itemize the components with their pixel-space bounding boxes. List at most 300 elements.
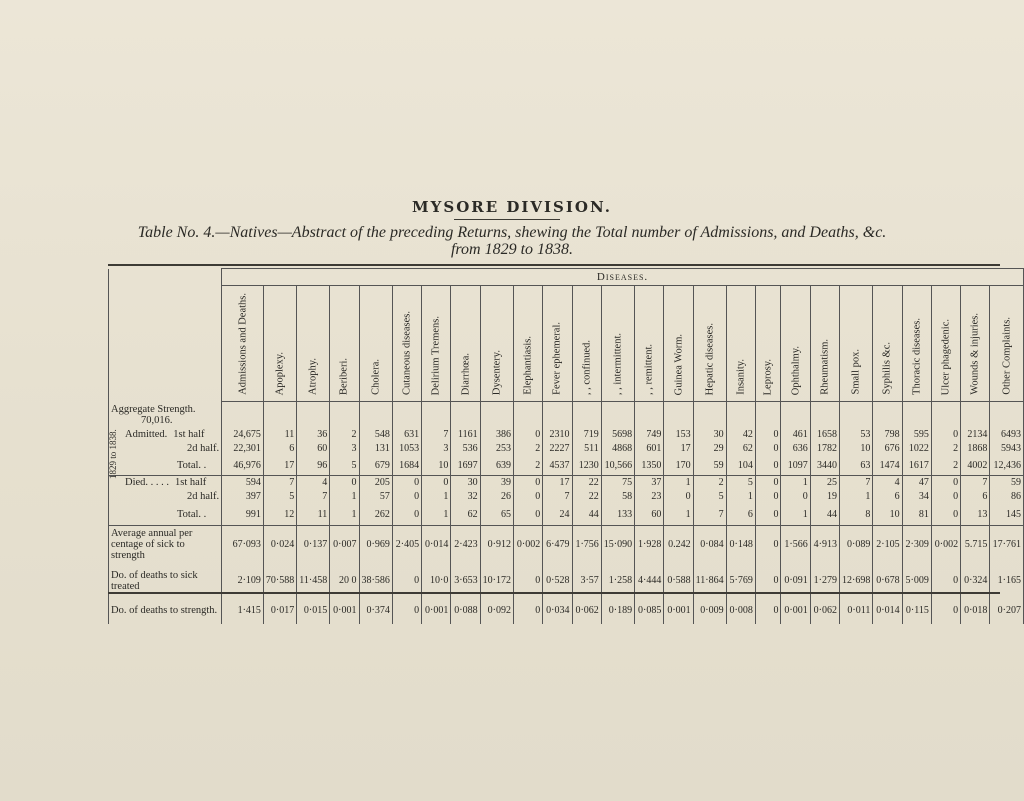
table-cell: 1230 (572, 456, 601, 476)
table-cell: 7 (543, 490, 572, 504)
table-cell: 511 (572, 442, 601, 456)
table-cell: 57 (359, 490, 392, 504)
column-header-label: Small pox. (850, 349, 862, 395)
table-cell: 96 (297, 456, 330, 476)
table-cell: 4002 (961, 456, 990, 476)
table-cell: 6 (263, 442, 296, 456)
table-cell: 12·698 (840, 564, 873, 598)
table-cell: 3440 (810, 456, 839, 476)
table-cell: 63 (840, 456, 873, 476)
table-cell: 1868 (961, 442, 990, 456)
died-first-half-row (109, 476, 1024, 490)
table-cell: 594 (222, 476, 264, 490)
table-caption: Table No. 4.—Natives—Abstract of the preceding Returns, shewing the Total number of Admissions, and Deaths, &c. (137, 224, 887, 241)
row-label-text: Admitted. (125, 429, 168, 440)
empty-cell (961, 402, 990, 428)
column-header (601, 286, 634, 402)
table-cell: 133 (601, 504, 634, 526)
table-cell: 262 (359, 504, 392, 526)
table-cell: 2 (931, 442, 960, 456)
table-cell: 798 (873, 428, 902, 442)
table-cell: 1·258 (601, 564, 634, 598)
table-cell: 10·0 (422, 564, 451, 598)
table-cell: 1 (781, 504, 810, 526)
column-header (635, 286, 664, 402)
table-cell: 1·756 (572, 526, 601, 564)
table-cell: 631 (392, 428, 421, 442)
table-cell: 24 (543, 504, 572, 526)
table-cell: 1 (330, 504, 359, 526)
empty-cell (572, 402, 601, 428)
table-cell: 23 (635, 490, 664, 504)
column-header-label: Rheumatism. (819, 339, 831, 395)
admitted-second-half-row-label (109, 442, 222, 456)
table-cell: 25 (810, 476, 839, 490)
table-cell: 30 (451, 476, 480, 490)
empty-cell (601, 402, 634, 428)
table-cell: 10,566 (601, 456, 634, 476)
table-cell: 0 (755, 428, 781, 442)
table-cell: 17 (263, 456, 296, 476)
empty-cell (513, 402, 542, 428)
table-cell: 42 (726, 428, 755, 442)
row-label-text: Total. . (177, 459, 207, 471)
table-cell: 10 (840, 442, 873, 456)
table-cell: 5 (330, 456, 359, 476)
empty-cell (359, 402, 392, 428)
died-second-half-row (109, 490, 1024, 504)
table-cell: 3 (330, 442, 359, 456)
table-cell: 1022 (902, 442, 931, 456)
table-cell: 2 (693, 476, 726, 490)
table-cell: 145 (990, 504, 1024, 526)
table-cell: 536 (451, 442, 480, 456)
column-header (693, 286, 726, 402)
table-cell: 0·088 (451, 598, 480, 624)
table-cell: 0·092 (480, 598, 513, 624)
table-cell: 1 (664, 504, 693, 526)
table-cell: 2·309 (902, 526, 931, 564)
table-cell: 1 (330, 490, 359, 504)
table-cell: 2227 (543, 442, 572, 456)
table-cell: 1 (422, 504, 451, 526)
table-cell: 0 (513, 476, 542, 490)
table-cell: 1·566 (781, 526, 810, 564)
table-cell: 1 (664, 476, 693, 490)
table-cell: 0 (513, 490, 542, 504)
column-header-row (109, 286, 1024, 402)
empty-cell (781, 402, 810, 428)
table-cell: 20 0 (330, 564, 359, 598)
table-cell: 2·423 (451, 526, 480, 564)
table-cell: 0·207 (990, 598, 1024, 624)
table-cell: 10 (422, 456, 451, 476)
table-cell: 17 (543, 476, 572, 490)
empty-cell (543, 402, 572, 428)
table-cell: 81 (902, 504, 931, 526)
table-cell: 1697 (451, 456, 480, 476)
table-cell: 676 (873, 442, 902, 456)
table-cell: 0·014 (422, 526, 451, 564)
table-cell: 1782 (810, 442, 839, 456)
table-cell: 5 (263, 490, 296, 504)
table-cell: 37 (635, 476, 664, 490)
table-cell: 39 (480, 476, 513, 490)
table-cell: 1·928 (635, 526, 664, 564)
admitted-first-half-row-label (109, 428, 222, 442)
table-cell: 10·172 (480, 564, 513, 598)
empty-cell (263, 402, 296, 428)
column-header (781, 286, 810, 402)
row-label-text: Total. . (177, 508, 207, 520)
table-cell: 53 (840, 428, 873, 442)
column-header-label: , , confinued. (581, 339, 593, 395)
died-total-row-label (109, 504, 222, 526)
table-cell: 636 (781, 442, 810, 456)
table-cell: 0·374 (359, 598, 392, 624)
table-cell: 7 (961, 476, 990, 490)
table-cell: 3·57 (572, 564, 601, 598)
empty-cell (392, 402, 421, 428)
empty-cell (693, 402, 726, 428)
empty-cell (990, 402, 1024, 428)
table-cell: 17·761 (990, 526, 1024, 564)
column-header-label: Ulcer phagedenic. (940, 318, 952, 395)
table-cell: 679 (359, 456, 392, 476)
table-cell: 60 (297, 442, 330, 456)
column-header (810, 286, 839, 402)
column-header-label: Cholera. (370, 359, 382, 395)
table-cell: 0 (755, 598, 781, 624)
table-cell: 59 (693, 456, 726, 476)
table-cell: 1617 (902, 456, 931, 476)
table-cell: 1 (781, 476, 810, 490)
column-header (392, 286, 421, 402)
column-header-label: Thoracic diseases. (911, 318, 923, 395)
column-header (263, 286, 296, 402)
died-first-half-row-label (109, 476, 222, 490)
table-cell: 6·479 (543, 526, 572, 564)
table-cell: 0 (392, 476, 421, 490)
table-cell: 22,301 (222, 442, 264, 456)
column-header (451, 286, 480, 402)
table-cell: 0·002 (931, 526, 960, 564)
table-cell: 0·001 (422, 598, 451, 624)
empty-cell (330, 402, 359, 428)
table-cell: 58 (601, 490, 634, 504)
table-cell: 67·093 (222, 526, 264, 564)
table-cell: 1658 (810, 428, 839, 442)
average-sick-row (109, 526, 1024, 564)
table-cell: 0·008 (726, 598, 755, 624)
column-header-label: Fever ephemeral. (551, 322, 563, 395)
row-label-text: Died. . . . . (125, 477, 170, 489)
table-cell: 0 (931, 428, 960, 442)
abstract-table (108, 268, 1024, 624)
table-cell: 13 (961, 504, 990, 526)
table-cell: 7 (693, 504, 726, 526)
column-header (664, 286, 693, 402)
average-sick-row-label: Average annual per centage of sick to strength (109, 526, 222, 564)
column-header (990, 286, 1024, 402)
table-cell: 62 (451, 504, 480, 526)
table-cell: 4·444 (635, 564, 664, 598)
admitted-total-row-label (109, 456, 222, 476)
table-cell: 59 (990, 476, 1024, 490)
table-cell: 0·084 (693, 526, 726, 564)
table-cell: 0 (931, 598, 960, 624)
table-cell: 4 (297, 476, 330, 490)
strength-value: 70,016. (141, 414, 173, 426)
table-cell: 2·405 (392, 526, 421, 564)
table-cell: 7 (263, 476, 296, 490)
table-cell: 0·002 (513, 526, 542, 564)
row-label-text: 1st half (173, 429, 205, 440)
table-cell: 0·089 (840, 526, 873, 564)
table-cell: 6 (726, 504, 755, 526)
table-cell: 3 (422, 442, 451, 456)
table-cell: 2134 (961, 428, 990, 442)
row-label-text: 2d half. (187, 491, 220, 502)
empty-cell (451, 402, 480, 428)
table-cell: 104 (726, 456, 755, 476)
table-cell: 10 (873, 504, 902, 526)
period-side-label: 1829 to 1838. (108, 429, 118, 479)
table-cell: 1350 (635, 456, 664, 476)
table-cell: 5943 (990, 442, 1024, 456)
column-header-label: Elephantiasis. (522, 336, 534, 395)
table-cell: 4537 (543, 456, 572, 476)
table-cell: 5698 (601, 428, 634, 442)
table-cell: 0 (392, 598, 421, 624)
table-cell: 601 (635, 442, 664, 456)
table-cell: 397 (222, 490, 264, 504)
table-cell: 30 (693, 428, 726, 442)
table-cell: 0 (392, 490, 421, 504)
column-header-label: Other Complaints. (1001, 317, 1013, 395)
table-cell: 595 (902, 428, 931, 442)
column-header-label: Ophthalmy. (790, 345, 802, 395)
empty-cell (297, 402, 330, 428)
table-cell: 0 (513, 598, 542, 624)
table-cell: 0·024 (263, 526, 296, 564)
table-cell: 1·415 (222, 598, 264, 624)
table-cell: 36 (297, 428, 330, 442)
empty-cell (635, 402, 664, 428)
table-cell: 24,675 (222, 428, 264, 442)
table-cell: 44 (810, 504, 839, 526)
group-header-row (109, 269, 1024, 286)
died-second-half-row-label (109, 490, 222, 504)
table-cell: 0 (755, 564, 781, 598)
table-cell: 70·588 (263, 564, 296, 598)
table-cell: 205 (359, 476, 392, 490)
column-header (726, 286, 755, 402)
column-header (572, 286, 601, 402)
table-caption-years: from 1829 to 1838. (450, 241, 574, 258)
table-cell: 0·001 (330, 598, 359, 624)
table-cell: 65 (480, 504, 513, 526)
table-cell: 0·062 (572, 598, 601, 624)
table-cell: 1474 (873, 456, 902, 476)
table-cell: 0·588 (664, 564, 693, 598)
table-cell: 0 (931, 476, 960, 490)
table-cell: 0 (931, 564, 960, 598)
table-cell: 4 (873, 476, 902, 490)
empty-cell (222, 402, 264, 428)
column-header-label: Delirium Tremens. (430, 315, 442, 395)
empty-cell (931, 402, 960, 428)
table-cell: 60 (635, 504, 664, 526)
table-cell: 0 (755, 476, 781, 490)
empty-cell (422, 402, 451, 428)
table-cell: 749 (635, 428, 664, 442)
table-cell: 0 (755, 526, 781, 564)
table-cell: 0·148 (726, 526, 755, 564)
row-label-header (109, 269, 222, 402)
table-cell: 0.242 (664, 526, 693, 564)
strength-label (109, 402, 222, 428)
column-header-label: Leprosy. (762, 358, 774, 395)
table-cell: 461 (781, 428, 810, 442)
table-cell: 0·017 (263, 598, 296, 624)
table-cell: 6493 (990, 428, 1024, 442)
table-cell: 4·913 (810, 526, 839, 564)
table-cell: 0·115 (902, 598, 931, 624)
empty-cell (664, 402, 693, 428)
diseases-group-header: Diseases. (222, 269, 1024, 286)
column-header-label: Hepatic diseases. (704, 322, 716, 395)
row-label-text: 1st half (175, 477, 207, 489)
table-cell: 19 (810, 490, 839, 504)
empty-cell (873, 402, 902, 428)
table-cell: 11·864 (693, 564, 726, 598)
empty-cell (480, 402, 513, 428)
table-cell: 47 (902, 476, 931, 490)
column-header-label: , , remittent. (643, 343, 655, 395)
table-cell: 0·015 (297, 598, 330, 624)
empty-cell (810, 402, 839, 428)
table-cell: 5·769 (726, 564, 755, 598)
table-cell: 0·062 (810, 598, 839, 624)
table-cell: 639 (480, 456, 513, 476)
column-header-label: Beriberi. (338, 357, 350, 395)
table-cell: 0 (755, 442, 781, 456)
table-cell: 1·279 (810, 564, 839, 598)
table-cell: 991 (222, 504, 264, 526)
column-header (840, 286, 873, 402)
empty-cell (755, 402, 781, 428)
table-cell: 0·189 (601, 598, 634, 624)
column-header (961, 286, 990, 402)
died-total-row (109, 504, 1024, 526)
bottom-rule (108, 592, 1000, 594)
strength-text: Aggregate Strength. (111, 403, 196, 415)
table-cell: 12,436 (990, 456, 1024, 476)
table-cell: 5.715 (961, 526, 990, 564)
table-cell: 2 (513, 456, 542, 476)
table-cell: 2 (330, 428, 359, 442)
table-cell: 62 (726, 442, 755, 456)
table-cell: 0·085 (635, 598, 664, 624)
table-cell: 22 (572, 476, 601, 490)
table-cell: 1161 (451, 428, 480, 442)
table-cell: 0 (931, 490, 960, 504)
row-label-text: 2d half. (187, 443, 220, 454)
table-cell: 0·011 (840, 598, 873, 624)
table-cell: 7 (422, 428, 451, 442)
column-header-label: Dysentery. (491, 349, 503, 395)
table-cell: 0·001 (664, 598, 693, 624)
column-header-label: Guinea Worm. (673, 333, 685, 395)
column-header-label: Atrophy. (307, 358, 319, 395)
table-cell: 4868 (601, 442, 634, 456)
table-cell: 7 (297, 490, 330, 504)
table-cell: 7 (840, 476, 873, 490)
table-cell: 5 (726, 476, 755, 490)
table-cell: 153 (664, 428, 693, 442)
table-cell: 34 (902, 490, 931, 504)
table-cell: 0 (513, 428, 542, 442)
column-header-label: Insanity. (735, 359, 747, 395)
table-cell: 3·653 (451, 564, 480, 598)
table-cell: 0 (755, 456, 781, 476)
table-cell: 1·165 (990, 564, 1024, 598)
table-cell: 719 (572, 428, 601, 442)
table-cell: 131 (359, 442, 392, 456)
top-rule (108, 264, 1000, 266)
table-cell: 46,976 (222, 456, 264, 476)
table-cell: 5·009 (902, 564, 931, 598)
column-header (873, 286, 902, 402)
table-cell: 0·137 (297, 526, 330, 564)
column-header (222, 286, 264, 402)
table-cell: 11·458 (297, 564, 330, 598)
table-cell: 0 (392, 564, 421, 598)
table-cell: 11 (297, 504, 330, 526)
table-cell: 548 (359, 428, 392, 442)
table-cell: 15·090 (601, 526, 634, 564)
title-underline (454, 219, 560, 220)
table-cell: 6 (961, 490, 990, 504)
table-cell: 1 (422, 490, 451, 504)
table-cell: 38·586 (359, 564, 392, 598)
table-cell: 29 (693, 442, 726, 456)
table-cell: 0·018 (961, 598, 990, 624)
table-cell: 0·678 (873, 564, 902, 598)
table-cell: 22 (572, 490, 601, 504)
table-cell: 0·001 (781, 598, 810, 624)
column-header-label: Cutaneous diseases. (401, 311, 413, 395)
table-cell: 0 (755, 490, 781, 504)
column-header-label: Diarrhœa. (460, 352, 471, 395)
column-header (480, 286, 513, 402)
table-cell: 1097 (781, 456, 810, 476)
table-cell: 11 (263, 428, 296, 442)
table-cell: 1684 (392, 456, 421, 476)
column-header-label: Syphilis &c. (881, 342, 893, 395)
column-header (931, 286, 960, 402)
table-cell: 0·912 (480, 526, 513, 564)
table-cell: 0 (392, 504, 421, 526)
table-cell: 253 (480, 442, 513, 456)
table-cell: 0·034 (543, 598, 572, 624)
table-cell: 0 (931, 504, 960, 526)
table-cell: 5 (693, 490, 726, 504)
table-cell: 2·105 (873, 526, 902, 564)
table-cell: 0 (781, 490, 810, 504)
column-header-label: Admissions and Deaths. (237, 293, 248, 395)
